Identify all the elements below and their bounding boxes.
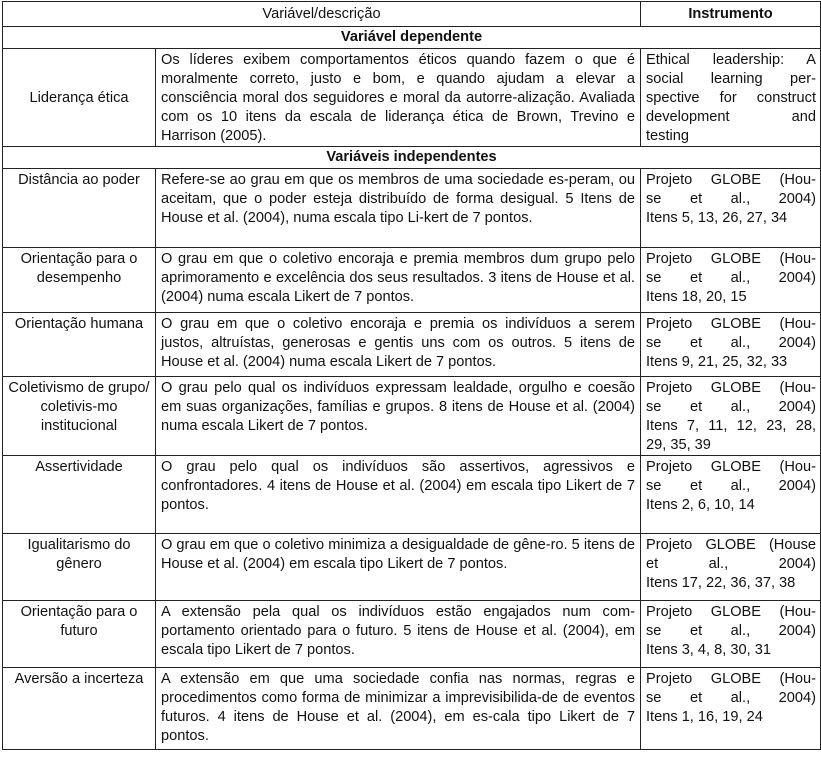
instrument-cell xyxy=(641,49,821,147)
instrument-cell xyxy=(641,169,821,248)
instrument-line: Itens 2, 6, 10, 14 xyxy=(646,497,755,513)
instrument-line: et al., 2004) xyxy=(646,556,816,572)
description-cell: A extensão pela qual os indivíduos estão engajados num com-portamento orientado para o futuro. 5 itens de House et al. (2004), em escala tipo Likert de 7 pontos. xyxy=(156,601,641,668)
instrument-line: se et al., 2004) xyxy=(646,623,816,639)
instrument-cell xyxy=(641,668,821,750)
instrument-line: Ethical leadership: A xyxy=(646,52,816,68)
instrument-line: Itens 5, 13, 26, 27, 34 xyxy=(646,210,788,226)
variable-name-cell: Distância ao poder xyxy=(3,169,156,248)
instrument-line: se et al., 2004) xyxy=(646,399,816,415)
table-row xyxy=(3,456,821,534)
variable-name-cell: Orientação para o desempenho xyxy=(3,248,156,313)
variable-name-cell: Liderança ética xyxy=(3,49,156,147)
instrument-line: social learning per- xyxy=(646,71,816,87)
variable-name-cell: Igualitarismo do gênero xyxy=(3,534,156,601)
instrument-line: se et al., 2004) xyxy=(646,478,816,494)
description-cell: O grau pelo qual os indivíduos expressam lealdade, orgulho e coesão em suas organizações, famílias e grupos. 8 itens de House et al. (2004) numa escala Likert de 7 pontos. xyxy=(156,377,641,456)
section-title-dependent: Variável dependente xyxy=(3,27,821,49)
table-row xyxy=(3,248,821,313)
instrument-line: Projeto GLOBE (Hou- xyxy=(646,671,816,687)
instrument-line: Itens 18, 20, 15 xyxy=(646,289,747,305)
instrument-line: development and xyxy=(646,109,816,125)
table-row xyxy=(3,534,821,601)
variable-name-cell: Orientação humana xyxy=(3,313,156,377)
table-row xyxy=(3,49,821,147)
instrument-line: 29, 35, 39 xyxy=(646,437,711,453)
description-cell: O grau pelo qual os indivíduos são assertivos, agressivos e confrontadores. 4 itens de House et al. (2004) em escala tipo Likert de 7 pontos. xyxy=(156,456,641,534)
instrument-line: Projeto GLOBE (House xyxy=(646,537,816,553)
instrument-line: Itens 3, 4, 8, 30, 31 xyxy=(646,642,771,658)
instrument-line: testing xyxy=(646,128,689,144)
table-row xyxy=(3,668,821,750)
instrument-cell xyxy=(641,601,821,668)
variable-name-cell: Coletivismo de grupo/ coletivis-mo institucional xyxy=(3,377,156,456)
instrument-cell xyxy=(641,313,821,377)
instrument-line: Itens 7, 11, 12, 23, 28, xyxy=(646,418,816,434)
instrument-cell xyxy=(641,377,821,456)
instrument-line: Projeto GLOBE (Hou- xyxy=(646,172,816,188)
table-row xyxy=(3,169,821,248)
description-cell: O grau em que o coletivo encoraja e premia membros dum grupo pelo aprimoramento e excelência dos seus resultados. 3 itens de House et al. (2004) numa escala Likert de 7 pontos. xyxy=(156,248,641,313)
description-cell: O grau em que o coletivo encoraja e premia os indivíduos a serem justos, altruístas, generosas e gentis uns com os outros. 5 itens de House et al. (2004) numa escala Likert de 7 pontos. xyxy=(156,313,641,377)
instrument-line: se et al., 2004) xyxy=(646,270,816,286)
section-title-independent: Variáveis independentes xyxy=(3,147,821,169)
description-cell: Os líderes exibem comportamentos éticos quando fazem o que é moralmente correto, justo e bom, e quando ajudam a elevar a consciência moral dos seguidores e moral da autorre-alização. Avaliada com os 10 itens da escala de liderança ética de Brown, Trevino e Harrison (2005). xyxy=(156,49,641,147)
section-row-independent xyxy=(3,147,821,169)
variable-name-cell: Orientação para o futuro xyxy=(3,601,156,668)
instrument-line: Itens 1, 16, 19, 24 xyxy=(646,709,763,725)
instrument-line: Itens 9, 21, 25, 32, 33 xyxy=(646,354,788,370)
variable-name-cell: Aversão a incerteza xyxy=(3,668,156,750)
description-cell: Refere-se ao grau em que os membros de uma sociedade es-peram, ou aceitam, que o poder esteja distribuído de forma desigual. 5 Itens de House et al. (2004), numa escala tipo Li-kert de 7 pontos. xyxy=(156,169,641,248)
description-cell: O grau em que o coletivo minimiza a desigualdade de gêne-ro. 5 itens de House et al. (2004) em escala tipo Likert de 7 pontos. xyxy=(156,534,641,601)
instrument-line: Projeto GLOBE (Hou- xyxy=(646,604,816,620)
header-row xyxy=(3,2,821,27)
variables-table xyxy=(2,1,821,750)
instrument-cell xyxy=(641,534,821,601)
instrument-line: Projeto GLOBE (Hou- xyxy=(646,316,816,332)
header-variable-description: Variável/descrição xyxy=(3,2,641,27)
instrument-line: Itens 17, 22, 36, 37, 38 xyxy=(646,575,796,591)
instrument-line: Projeto GLOBE (Hou- xyxy=(646,459,816,475)
instrument-cell xyxy=(641,456,821,534)
section-row-dependent xyxy=(3,27,821,49)
table-row xyxy=(3,377,821,456)
instrument-line: Projeto GLOBE (Hou- xyxy=(646,380,816,396)
variable-name-cell: Assertividade xyxy=(3,456,156,534)
description-cell: A extensão em que uma sociedade confia nas normas, regras e procedimentos como forma de minimizar a imprevisibilida-de de eventos futuros. 4 itens de House et al. (2004), em es-cala tipo Likert de 7 pontos. xyxy=(156,668,641,750)
instrument-line: se et al., 2004) xyxy=(646,191,816,207)
table-row xyxy=(3,313,821,377)
table-row xyxy=(3,601,821,668)
instrument-line: se et al., 2004) xyxy=(646,335,816,351)
instrument-line: spective for construct xyxy=(646,90,816,106)
header-instrument: Instrumento xyxy=(641,2,821,27)
instrument-line: Projeto GLOBE (Hou- xyxy=(646,251,816,267)
instrument-cell xyxy=(641,248,821,313)
instrument-line: se et al., 2004) xyxy=(646,690,816,706)
